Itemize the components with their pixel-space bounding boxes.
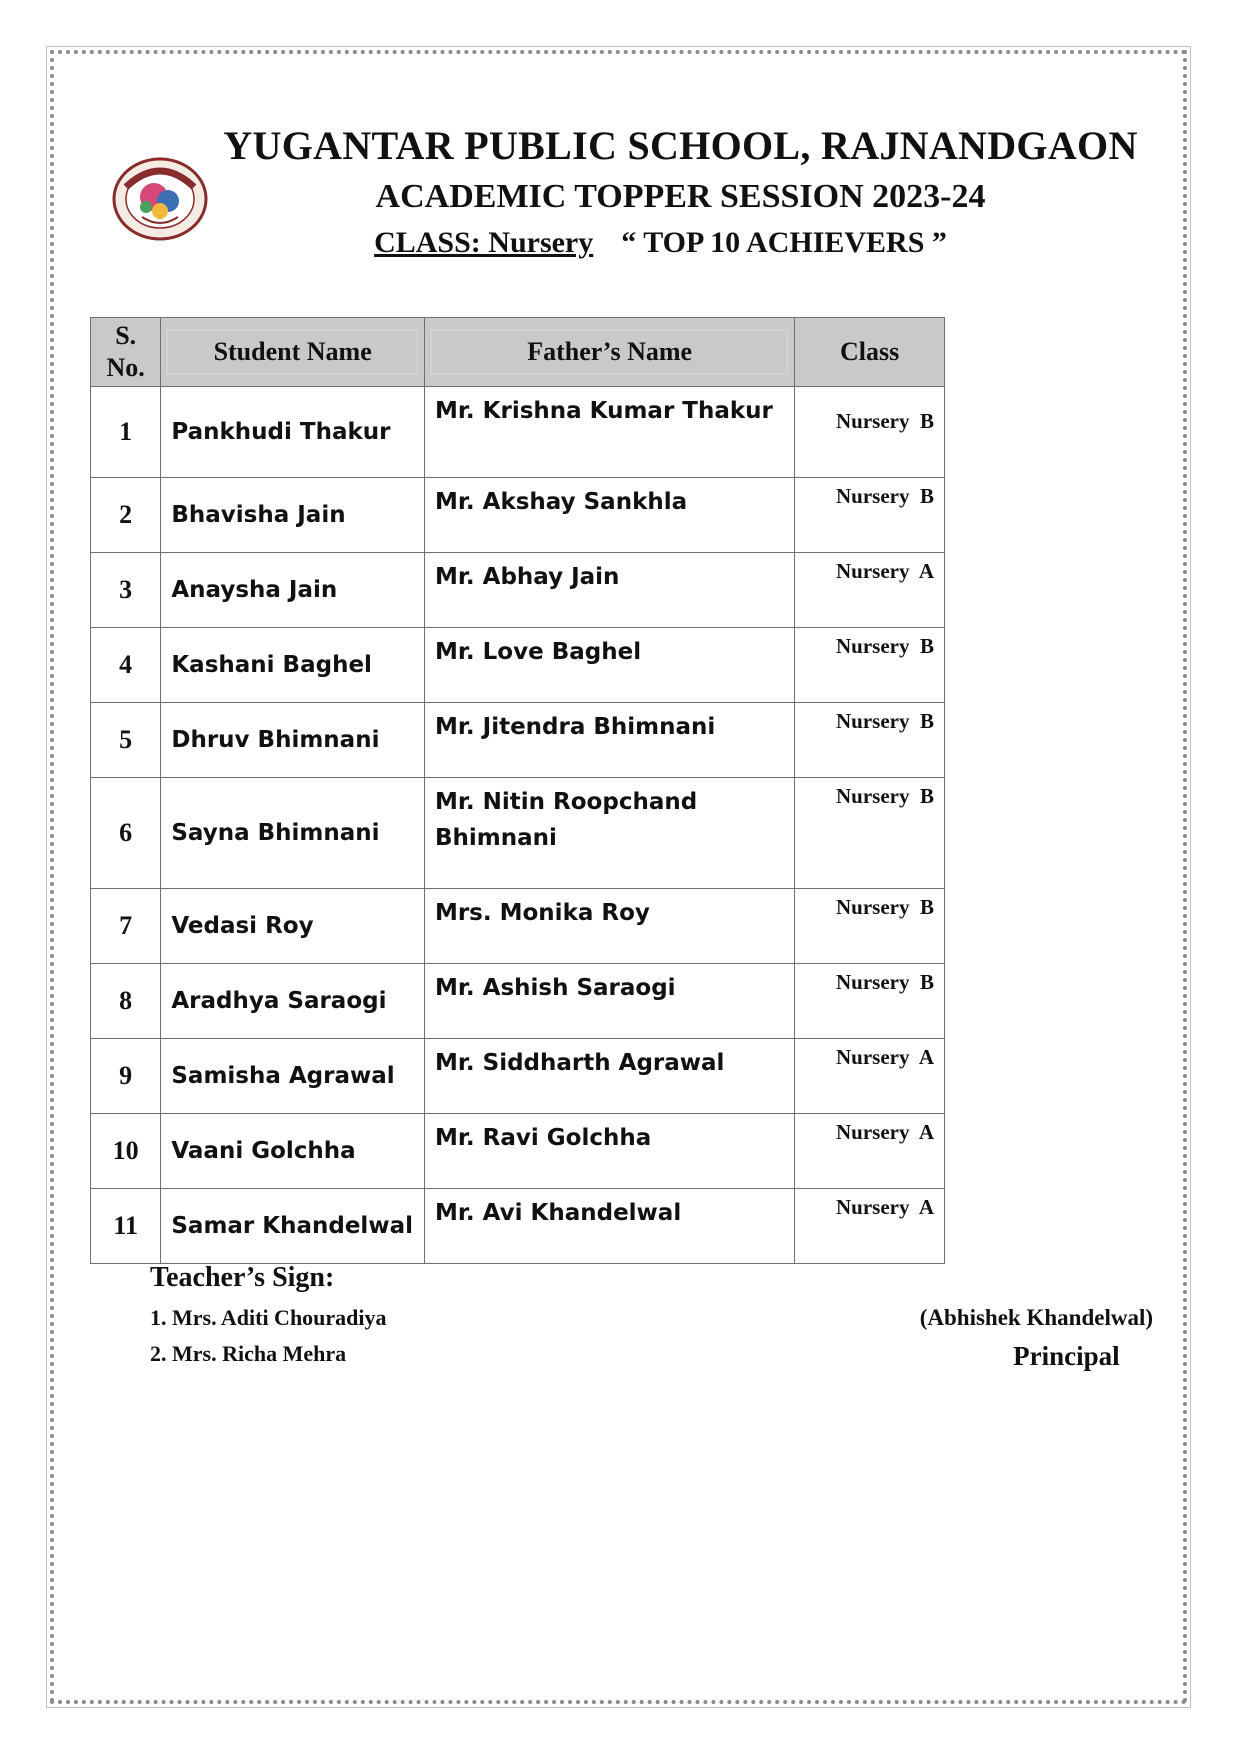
school-name: YUGANTAR PUBLIC SCHOOL, RAJNANDGAON — [223, 123, 1138, 168]
cell-class: Nursery B — [795, 703, 945, 778]
header-father: Father’s Name — [424, 318, 794, 387]
cell-father: Mr. Ravi Golchha — [424, 1114, 794, 1189]
table-row — [91, 1039, 945, 1114]
cell-sno: 10 — [91, 1114, 161, 1189]
cell-father: Mr. Siddharth Agrawal — [424, 1039, 794, 1114]
cell-class: Nursery A — [795, 1039, 945, 1114]
cell-class: Nursery A — [795, 1189, 945, 1264]
cell-father: Mr. Abhay Jain — [424, 553, 794, 628]
table-row — [91, 703, 945, 778]
cell-student: Dhruv Bhimnani — [161, 703, 425, 778]
cell-student: Anaysha Jain — [161, 553, 425, 628]
cell-sno: 5 — [91, 703, 161, 778]
cell-class: Nursery A — [795, 1114, 945, 1189]
cell-father: Mr. Love Baghel — [424, 628, 794, 703]
cell-class: Nursery B — [795, 778, 945, 889]
cell-father: Mr. Jitendra Bhimnani — [424, 703, 794, 778]
cell-sno: 3 — [91, 553, 161, 628]
cell-father: Mr. Avi Khandelwal — [424, 1189, 794, 1264]
cell-class: Nursery B — [795, 889, 945, 964]
principal-block — [920, 1300, 1153, 1376]
table-row — [91, 478, 945, 553]
table-row — [91, 889, 945, 964]
cell-class: Nursery B — [795, 964, 945, 1039]
cell-class: Nursery B — [795, 628, 945, 703]
cell-student: Aradhya Saraogi — [161, 964, 425, 1039]
header-sno: S. No. — [91, 318, 161, 387]
achievers-label: “ TOP 10 ACHIEVERS ” — [621, 226, 947, 259]
header-student: Student Name — [161, 318, 425, 387]
cell-student: Bhavisha Jain — [161, 478, 425, 553]
cell-father: Mr. Krishna Kumar Thakur — [424, 387, 794, 478]
teacher-name: 1. Mrs. Aditi Chouradiya — [150, 1305, 387, 1330]
table-row — [91, 1114, 945, 1189]
cell-sno: 8 — [91, 964, 161, 1039]
table-row — [91, 1189, 945, 1264]
cell-student: Kashani Baghel — [161, 628, 425, 703]
teacher-sign-block — [150, 1262, 387, 1372]
table-row — [91, 387, 945, 478]
cell-sno: 6 — [91, 778, 161, 889]
teacher-sign-heading: Teacher’s Sign: — [150, 1262, 335, 1293]
cell-father: Mr. Ashish Saraogi — [424, 964, 794, 1039]
cell-sno: 2 — [91, 478, 161, 553]
cell-sno: 1 — [91, 387, 161, 478]
cell-student: Sayna Bhimnani — [161, 778, 425, 889]
cell-sno: 9 — [91, 1039, 161, 1114]
cell-student: Vaani Golchha — [161, 1114, 425, 1189]
class-label: CLASS: Nursery — [374, 226, 594, 259]
cell-father: Mr. Nitin Roopchand Bhimnani — [424, 778, 794, 889]
table-row — [91, 964, 945, 1039]
cell-class: Nursery A — [795, 553, 945, 628]
cell-class: Nursery B — [795, 387, 945, 478]
cell-sno: 11 — [91, 1189, 161, 1264]
cell-student: Samar Khandelwal — [161, 1189, 425, 1264]
cell-student: Vedasi Roy — [161, 889, 425, 964]
cell-father: Mr. Akshay Sankhla — [424, 478, 794, 553]
class-line — [40, 226, 1241, 260]
cell-father: Mrs. Monika Roy — [424, 889, 794, 964]
cell-sno: 7 — [91, 889, 161, 964]
cell-class: Nursery B — [795, 478, 945, 553]
table-row — [91, 553, 945, 628]
cell-student: Samisha Agrawal — [161, 1039, 425, 1114]
table-header-row — [91, 318, 945, 387]
table-row — [91, 628, 945, 703]
toppers-table — [90, 317, 945, 1264]
principal-name: (Abhishek Khandelwal) — [919, 1305, 1153, 1330]
header-class: Class — [795, 318, 945, 387]
cell-student: Pankhudi Thakur — [161, 387, 425, 478]
cell-sno: 4 — [91, 628, 161, 703]
table-row — [91, 778, 945, 889]
principal-role: Principal — [1013, 1341, 1120, 1371]
teacher-name: 2. Mrs. Richa Mehra — [150, 1341, 347, 1366]
session-title: ACADEMIC TOPPER SESSION 2023-24 — [375, 178, 986, 215]
